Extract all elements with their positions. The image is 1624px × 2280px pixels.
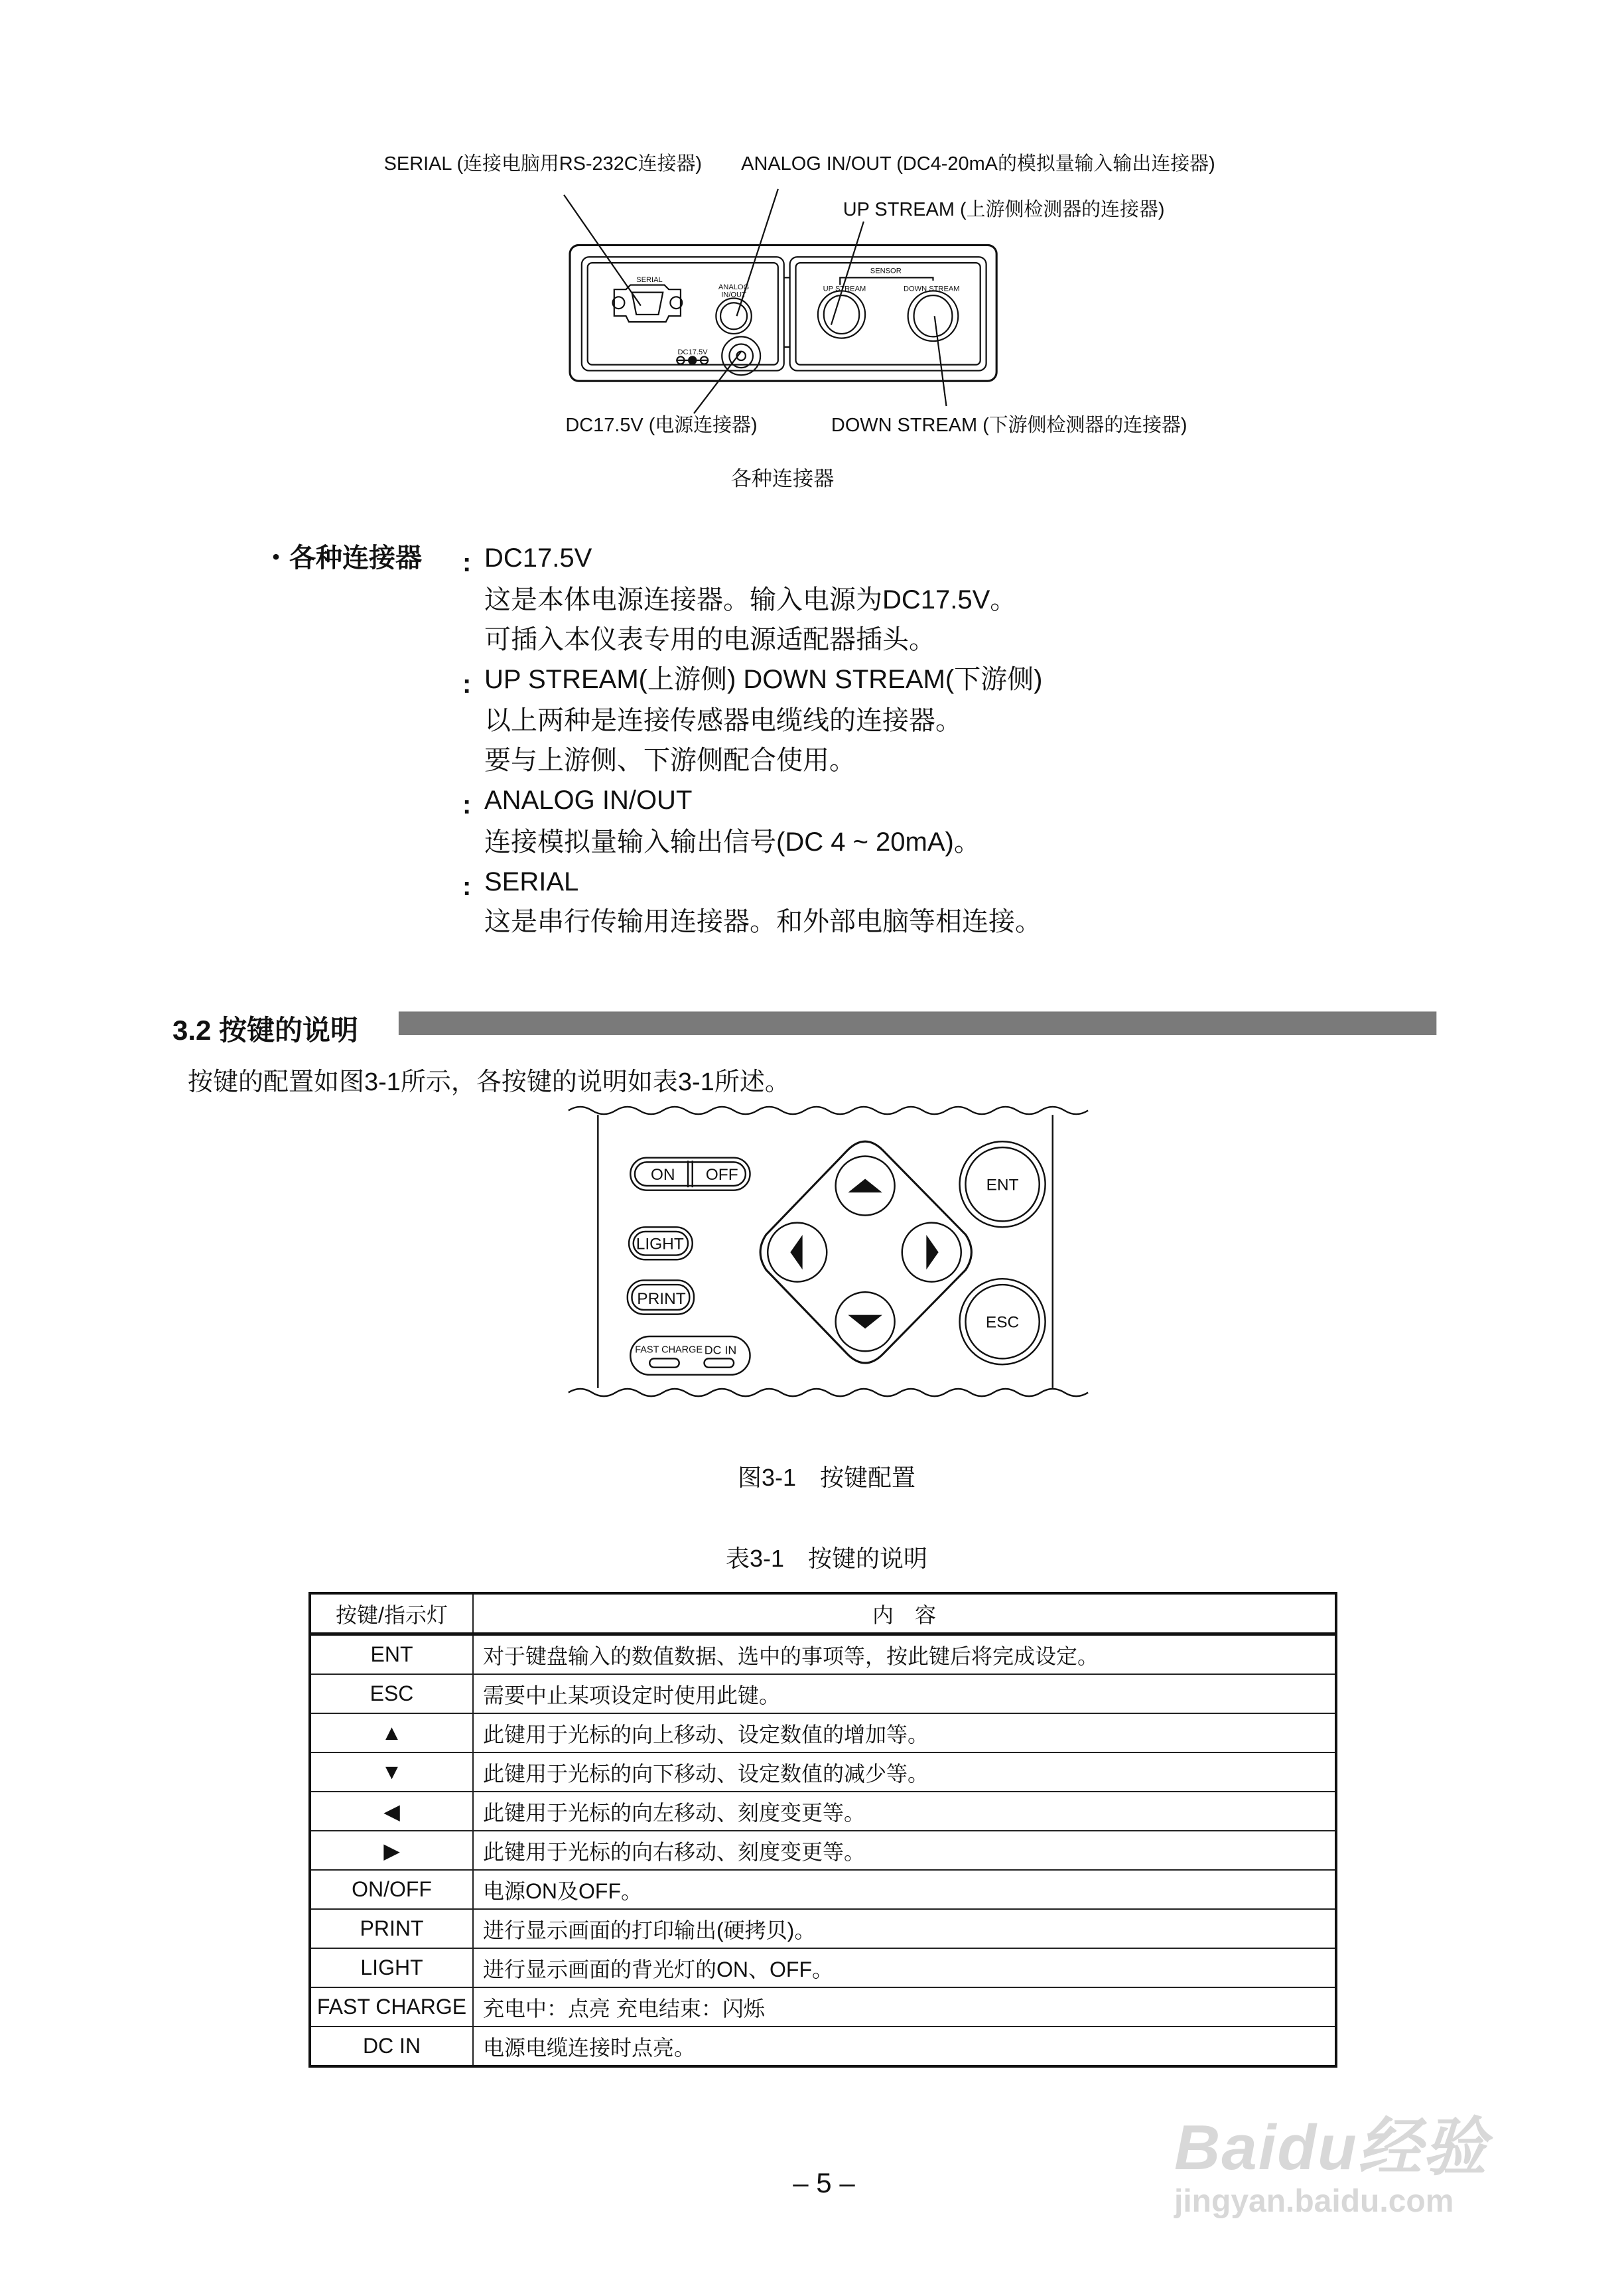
label-analog: ANALOG: [718, 283, 750, 292]
desc-line: SERIAL: [484, 867, 579, 896]
table-caption: 表3-1 按键的说明: [725, 1545, 928, 1572]
right-arrow-icon: [927, 1238, 938, 1267]
analog-connector: [716, 299, 751, 334]
bullet-title: ・各种连接器: [263, 543, 422, 573]
key-cell: FAST CHARGE: [310, 1987, 473, 2027]
table-row: [310, 1752, 1336, 1792]
downstream-connector: [908, 291, 959, 341]
key-cell: ▼: [310, 1752, 473, 1792]
fast-charge-led: [649, 1358, 679, 1367]
watermark-logo: Baidu经验: [1174, 2112, 1488, 2183]
key-cell: ENT: [310, 1634, 473, 1675]
dc-jack: [722, 336, 760, 375]
off-label: OFF: [705, 1166, 738, 1184]
desc-line: 以上两种是连接传感器电缆线的连接器。: [484, 706, 962, 735]
left-button[interactable]: [768, 1223, 827, 1282]
header-key: 按键/指示灯: [310, 1593, 473, 1634]
table-row: [310, 1909, 1336, 1948]
colon: :: [462, 548, 472, 577]
print-button[interactable]: [628, 1280, 694, 1314]
label-downstream: DOWN STREAM: [903, 285, 960, 293]
up-button[interactable]: [836, 1156, 895, 1215]
light-button[interactable]: [629, 1227, 693, 1259]
upstream-connector: [818, 291, 865, 338]
ent-label: ENT: [986, 1176, 1019, 1194]
table-row: [310, 1948, 1336, 1987]
keypad-figure: [569, 1107, 1088, 1396]
key-cell: ◀: [310, 1792, 473, 1831]
description-cell: 此键用于光标的向左移动、刻度变更等。: [473, 1792, 1336, 1831]
description-cell: 对于键盘输入的数值数据、选中的事项等，按此键后将完成设定。: [473, 1634, 1336, 1675]
description-cell: 此键用于光标的向下移动、设定数值的减少等。: [473, 1752, 1336, 1792]
leader-line: [935, 316, 947, 406]
key-cell: PRINT: [310, 1909, 473, 1948]
callout-downstream: DOWN STREAM (下游侧检测器的连接器): [831, 414, 1187, 436]
indicator-panel: [630, 1336, 750, 1375]
description-cell: 充电中：点亮 充电结束：闪烁: [473, 1987, 1336, 2027]
light-label: LIGHT: [636, 1235, 684, 1253]
description-cell: 进行显示画面的背光灯的ON、OFF。: [473, 1948, 1336, 1987]
header-content: 内 容: [473, 1593, 1336, 1634]
dc-in-label: DC IN: [704, 1343, 737, 1357]
down-button[interactable]: [836, 1292, 895, 1351]
right-button[interactable]: [902, 1223, 961, 1282]
fast-charge-label: FAST CHARGE: [635, 1344, 703, 1356]
table-row: [310, 1634, 1336, 1675]
callout-analog: ANALOG IN/OUT (DC4-20mA的模拟量输入输出连接器): [741, 153, 1215, 175]
dc-in-led: [705, 1358, 734, 1367]
esc-button[interactable]: [960, 1279, 1046, 1364]
leader-line: [564, 195, 641, 306]
section-heading-bar: [399, 1011, 1436, 1035]
keypad-figure-caption: 图3-1 按键配置: [737, 1464, 916, 1491]
desc-line: 连接模拟量输入输出信号(DC 4 ~ 20mA)。: [484, 827, 981, 857]
colon: :: [462, 872, 472, 901]
key-cell: ▲: [310, 1713, 473, 1752]
description-cell: 此键用于光标的向右移动、刻度变更等。: [473, 1831, 1336, 1870]
colon: :: [462, 670, 472, 699]
key-cell: ESC: [310, 1674, 473, 1713]
desc-line: UP STREAM(上游侧) DOWN STREAM(下游侧): [484, 665, 1043, 694]
desc-line: DC17.5V: [484, 543, 592, 573]
key-description-table: [308, 1592, 1337, 2068]
connector-figure-caption: 各种连接器: [730, 467, 835, 491]
table-row: [310, 1831, 1336, 1870]
on-label: ON: [650, 1166, 675, 1184]
description-cell: 电源电缆连接时点亮。: [473, 2027, 1336, 2066]
key-cell: ▶: [310, 1831, 473, 1870]
serial-db9-connector: [613, 285, 683, 322]
left-arrow-icon: [791, 1238, 802, 1267]
label-inout: IN/OUT: [721, 291, 746, 299]
desc-line: 这是本体电源连接器。输入电源为DC17.5V。: [484, 585, 1017, 614]
section-intro: 按键的配置如图3-1所示，各按键的说明如表3-1所述。: [188, 1068, 790, 1096]
connector-figure: [384, 153, 1215, 490]
label-serial: SERIAL: [636, 276, 663, 285]
desc-line: 这是串行传输用连接器。和外部电脑等相连接。: [484, 907, 1042, 936]
key-cell: LIGHT: [310, 1948, 473, 1987]
on-off-button[interactable]: [630, 1158, 750, 1190]
colon: :: [462, 790, 472, 819]
callout-serial: SERIAL (连接电脑用RS-232C连接器): [383, 153, 703, 175]
table-row: [310, 2027, 1336, 2066]
up-arrow-icon: [850, 1180, 880, 1192]
section-heading: 3.2 按键的说明: [172, 1015, 359, 1046]
description-cell: 进行显示画面的打印输出(硬拷贝)。: [473, 1909, 1336, 1948]
table-header-row: [310, 1593, 1336, 1634]
label-sensor: SENSOR: [870, 267, 902, 275]
table-row: [310, 1713, 1336, 1752]
ent-button[interactable]: [960, 1141, 1046, 1227]
page-number: – 5 –: [793, 2167, 855, 2198]
description-cell: 此键用于光标的向上移动、设定数值的增加等。: [473, 1713, 1336, 1752]
watermark-url: jingyan.baidu.com: [1174, 2184, 1454, 2219]
desc-line: 可插入本仪表专用的电源适配器插头。: [484, 625, 935, 654]
table-row: [310, 1987, 1336, 2027]
callout-dc: DC17.5V (电源连接器): [565, 414, 758, 436]
key-cell: ON/OFF: [310, 1870, 473, 1909]
polarity-icon: [676, 356, 709, 364]
esc-label: ESC: [985, 1313, 1020, 1332]
desc-line: 要与上游侧、下游侧配合使用。: [484, 746, 856, 775]
table-row: [310, 1674, 1336, 1713]
callout-upstream: UP STREAM (上游侧检测器的连接器): [843, 198, 1165, 220]
down-arrow-icon: [850, 1316, 880, 1328]
label-dc: DC17.5V: [677, 348, 708, 357]
print-label: PRINT: [637, 1290, 686, 1309]
table-row: [310, 1870, 1336, 1909]
description-cell: 电源ON及OFF。: [473, 1870, 1336, 1909]
label-upstream: UP STREAM: [823, 285, 866, 293]
desc-line: ANALOG IN/OUT: [484, 786, 693, 815]
description-cell: 需要中止某项设定时使用此键。: [473, 1674, 1336, 1713]
table-row: [310, 1792, 1336, 1831]
key-cell: DC IN: [310, 2027, 473, 2066]
